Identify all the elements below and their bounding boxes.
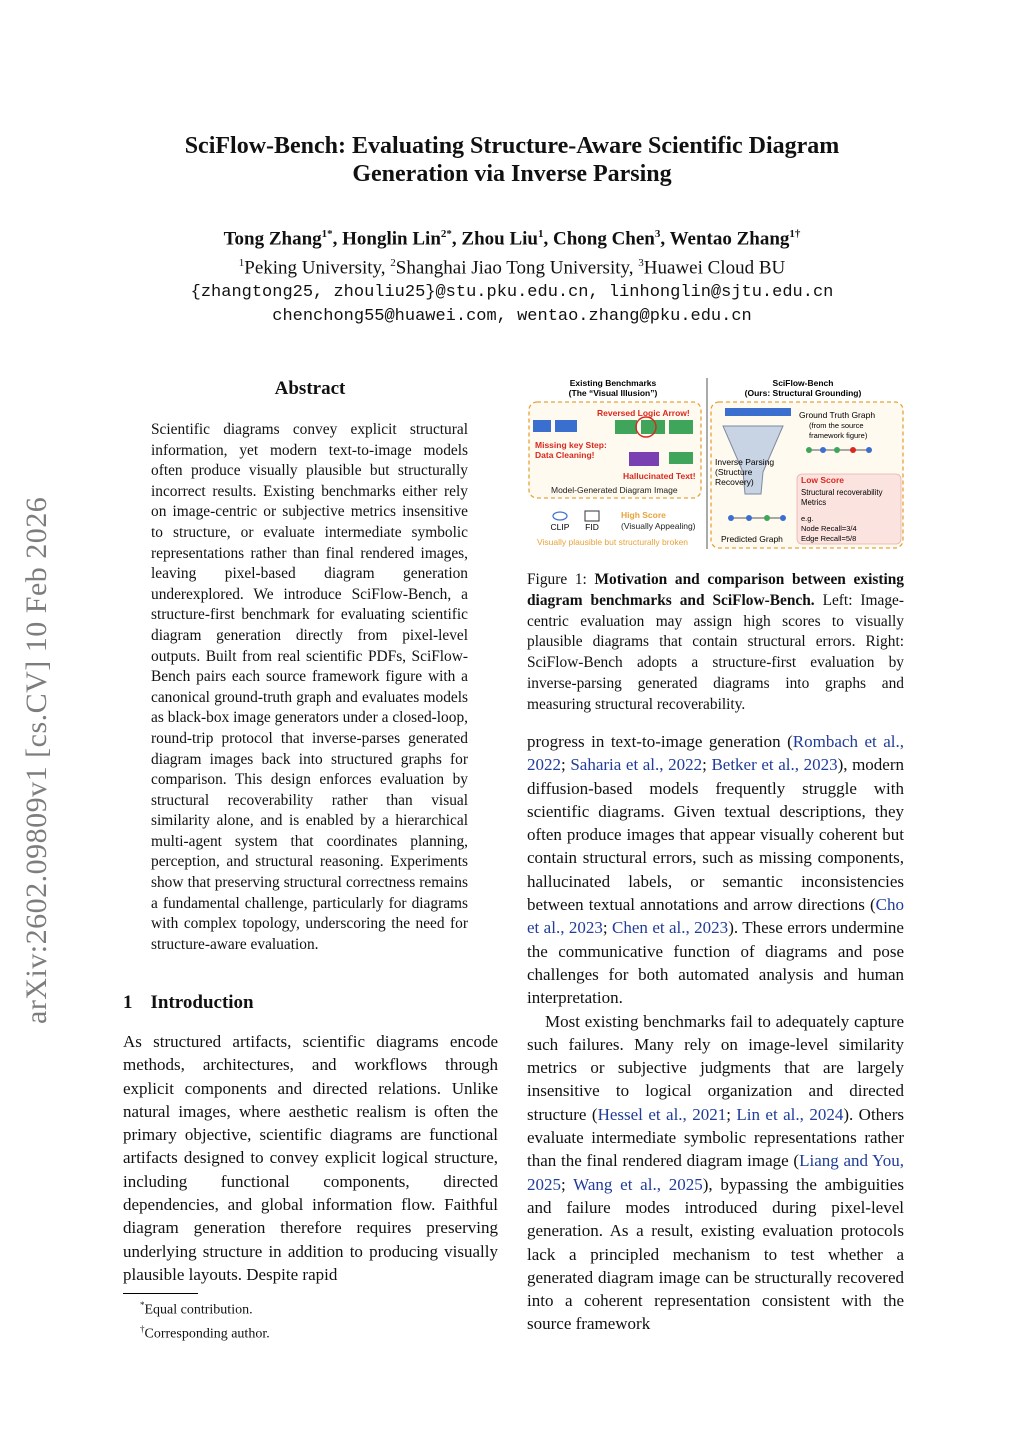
fig-left-title: Existing Benchmarks: [569, 378, 657, 388]
affiliations: [0, 251, 1024, 280]
email-line-2: chenchong55@huawei.com, wentao.zhang@pku.edu.cn: [272, 306, 752, 326]
section-title: Introduction: [150, 992, 254, 1013]
aff-1-sup: 1: [238, 257, 245, 270]
fig-visually-appealing: (Visually Appealing): [621, 521, 696, 531]
p2-text-c: ), bypassing the ambiguities and failure modes introduced during pixel-level generation. As a result, existing evaluation protocols lack a principled mechanism to test whether a generated diagram image can be structurally recovered into a coherent representation consistent with the source framework: [527, 1174, 904, 1334]
citation-link[interactable]: Wang et al., 2025: [573, 1174, 703, 1194]
paper-title: [0, 132, 1024, 188]
title-line-2: Generation via Inverse Parsing: [352, 161, 672, 187]
fig-left-block-7: [669, 452, 693, 464]
fig-left-block-4: [641, 420, 665, 434]
fig-hallucinated-label: Hallucinated Text!: [623, 471, 696, 481]
fig-left-block-2: [555, 420, 577, 432]
p1-text-b: ), modern diffusion-based models frequently struggle with scientific diagrams. Given textual descriptions, they often produce images that appear visually coherent but contain structural errors, such as missing components, hallucinated labels, or semantic inconsistencies between textual annotations and arrow directions (: [527, 755, 905, 915]
author-2-sup: 2*: [440, 228, 452, 240]
aff-2-sup: 2: [390, 257, 396, 270]
figure-1: [527, 376, 905, 551]
p1-sep-3: ;: [602, 918, 613, 938]
fig-high-score: High Score: [621, 510, 666, 520]
fig-eg-label: e.g.: [801, 514, 814, 523]
aff-2: Shanghai Jiao Tong University,: [395, 257, 639, 279]
fig-left-block-6: [629, 452, 659, 466]
citation-link[interactable]: Hessel et al., 2021: [597, 1104, 727, 1124]
author-block: [0, 222, 1024, 329]
citation-link[interactable]: Chen et al., 2023: [612, 918, 729, 938]
fig-gt-node: [834, 447, 840, 453]
fig-struct-label-1: Structural recoverability: [801, 488, 883, 497]
aff-3: Huawei Cloud BU: [643, 257, 786, 279]
fig-right-title: SciFlow-Bench: [772, 378, 834, 388]
fig-fid-label: FID: [585, 522, 599, 532]
fig-gt-node: [820, 447, 826, 453]
footnote-2-text: Corresponding author.: [144, 1326, 270, 1342]
intro-paragraph-2: [527, 1010, 904, 1336]
author-1-sup: 1*: [321, 228, 333, 240]
author-5-sup: 1†: [789, 228, 801, 240]
fig-left-block-5: [669, 420, 693, 434]
footnote-2: [140, 1320, 270, 1344]
fig-node-recall: Node Recall=3/4: [801, 524, 857, 533]
caption-label: Figure 1:: [527, 571, 595, 588]
fig-missing-label-2: Data Cleaning!: [535, 450, 595, 460]
intro-right-text: [527, 730, 904, 1336]
fig-broken-label: Visually plausible but structurally broken: [537, 537, 689, 547]
fig-left-subtitle: (The “Visual Illusion”): [568, 388, 658, 398]
author-3: Zhou Liu: [461, 228, 538, 250]
p1-sep-1: ;: [561, 755, 571, 775]
author-2: Honglin Lin: [342, 228, 441, 250]
fig-right-subtitle: (Ours: Structural Grounding): [744, 388, 862, 398]
fig-model-gen-label: Model-Generated Diagram Image: [551, 485, 678, 495]
fig-left-block-1: [533, 420, 551, 432]
p1-sep-2: ;: [702, 755, 712, 775]
fig-gt-node: [850, 447, 856, 453]
fig-inverse-label-2: (Structure: [715, 467, 753, 477]
caption-bold: Motivation and comparison between existing diagram benchmarks and SciFlow-Bench.: [527, 571, 904, 609]
citation-link[interactable]: Cho et al., 2023: [527, 895, 904, 938]
abstract-text: Scientific diagrams convey explicit structural information, yet modern text-to-image models often produce visually plausible but structurally incorrect results. Existing benchmarks either rely on image-centric or subjective metrics insensitive to structure, or evaluate intermediate symbolic representations rather than final rendered images, leaving pixel-based diagram generation underexplored. We introduce SciFlow-Bench, a structure-first benchmark for evaluating scientific diagram generation directly from pixel-level outputs. Built from real scientific PDFs, SciFlow-Bench pairs each source framework figure with a canonical ground-truth graph and evaluates models as black-box image generators under a closed-loop, round-trip protocol that inverse-parses generated diagram images back into structured graphs for comparison. This design enforces evaluation by structural recoverability rather than visual similarity alone, and is enabled by a hierarchical multi-agent system that coordinates planning, perception, and structural reasoning. Experiments show that preserving structural correctness remains a fundamental challenge, particularly for diagrams with complex topology, underscoring the need for structure-aware evaluation.: [151, 421, 468, 953]
footnotes: [140, 1296, 270, 1343]
aff-3-sup: 3: [638, 257, 644, 270]
author-1: Tong Zhang: [223, 228, 322, 250]
section-number: 1: [123, 992, 133, 1013]
intro-paragraph-1: [527, 730, 904, 1010]
citation-link[interactable]: Lin et al., 2024: [736, 1104, 844, 1124]
author-4-sup: 3: [654, 228, 661, 240]
fig-missing-label-1: Missing key Step:: [535, 440, 607, 450]
fig-pred-node: [764, 515, 770, 521]
p2-text-b: ). Others evaluate intermediate symbolic representations rather than the final rendered diagram image (: [527, 1104, 904, 1171]
p1-text-d: ). These errors undermine the communicative function of diagrams and pose challenges for both automated analysis and human interpretation.: [527, 918, 904, 1008]
fig-gen-image-strip: [725, 408, 791, 416]
citation-link[interactable]: Betker et al., 2023: [711, 755, 838, 775]
fig-image-icon: [585, 511, 599, 521]
figure-1-caption: [527, 570, 904, 716]
fig-reversed-label: Reversed Logic Arrow!: [597, 408, 690, 418]
caption-text: Left: Image-centric evaluation may assign high scores to visually plausible diagrams that contain structural errors. Right: SciFlow-Bench adopts a structure-first evaluation by inverse-parsing generated diagrams into graphs and measuring structural recoverability.: [527, 591, 904, 713]
p2-sep-1: ;: [726, 1104, 737, 1124]
aff-1: Peking University,: [244, 257, 391, 279]
fig-edge-recall: Edge Recall=5/8: [801, 534, 857, 543]
fig-gt-label-2: (from the source: [809, 421, 864, 430]
fig-gt-label-3: framework figure): [809, 431, 868, 440]
author-5: Wentao Zhang: [669, 228, 790, 250]
abstract-heading: Abstract: [274, 378, 346, 399]
author-names: Tong Zhang$^{1*}$, Honglin Lin$^{2*}$, Zhou Liu$^1$, Chong Chen$^3$, Wentao Zhang$^{1\dagger}$: [223, 228, 801, 250]
author-4: Chong Chen: [552, 228, 655, 250]
fig-gt-node: [806, 447, 812, 453]
fig-pred-node: [780, 515, 786, 521]
p2-sep-2: ;: [561, 1174, 574, 1194]
intro-left-text: As structured artifacts, scientific diagrams encode methods, architectures, and workflows through explicit components and directed relations. Unlike natural images, where aesthetic realism is often the primary objective, scientific diagrams are functional artifacts designed to convey explicit logical structure, including functional components, directed dependencies, and global information flow. Faithful diagram generation therefore requires preserving underlying structure in addition to producing visually plausible layouts. Despite rapid: [123, 1032, 498, 1284]
author-3-sup: 1: [537, 228, 544, 240]
fig-gt-node: [866, 447, 872, 453]
intro-heading: [123, 992, 254, 1014]
fig-left-block-3: [615, 420, 637, 434]
p2-text-a: Most existing benchmarks fail to adequately capture such failures. Many rely on image-level similarity metrics or subjective judgments that are largely insensitive to logical organization and directed structure (: [527, 1011, 904, 1124]
title-line-1: SciFlow-Bench: Evaluating Structure-Aware Scientific Diagram: [184, 133, 840, 159]
fig-predicted-label: Predicted Graph: [721, 534, 783, 544]
fig-clip-label: CLIP: [550, 522, 570, 532]
fig-gt-label-1: Ground Truth Graph: [799, 410, 876, 420]
citation-link[interactable]: Rombach et al., 2022: [527, 732, 904, 775]
p1-text-a: progress in text-to-image generation (: [527, 732, 793, 751]
fig-inverse-label-1: Inverse Parsing: [715, 457, 775, 467]
footnote-1-text: Equal contribution.: [144, 1302, 253, 1318]
footnote-2-mark: †: [140, 1323, 145, 1334]
arxiv-identifier: arXiv:2602.09809v1 [cs.CV] 10 Feb 2026: [20, 496, 53, 1024]
footnote-1-mark: *: [140, 1300, 145, 1310]
fig-low-score: Low Score: [801, 475, 844, 485]
fig-pred-node: [746, 515, 752, 521]
footnote-1: [140, 1296, 270, 1320]
fig-struct-label-2: Metrics: [801, 498, 827, 507]
fig-pred-node: [728, 515, 734, 521]
fig-eye-icon: [553, 512, 567, 520]
footnote-rule: [123, 1293, 198, 1294]
fig-inverse-label-3: Recovery): [715, 477, 754, 487]
citation-link[interactable]: Liang and You, 2025: [527, 1151, 904, 1194]
citation-link[interactable]: Saharia et al., 2022: [570, 755, 703, 775]
email-line-1: {zhangtong25, zhouliu25}@stu.pku.edu.cn, linhonglin@sjtu.edu.cn: [190, 282, 834, 302]
